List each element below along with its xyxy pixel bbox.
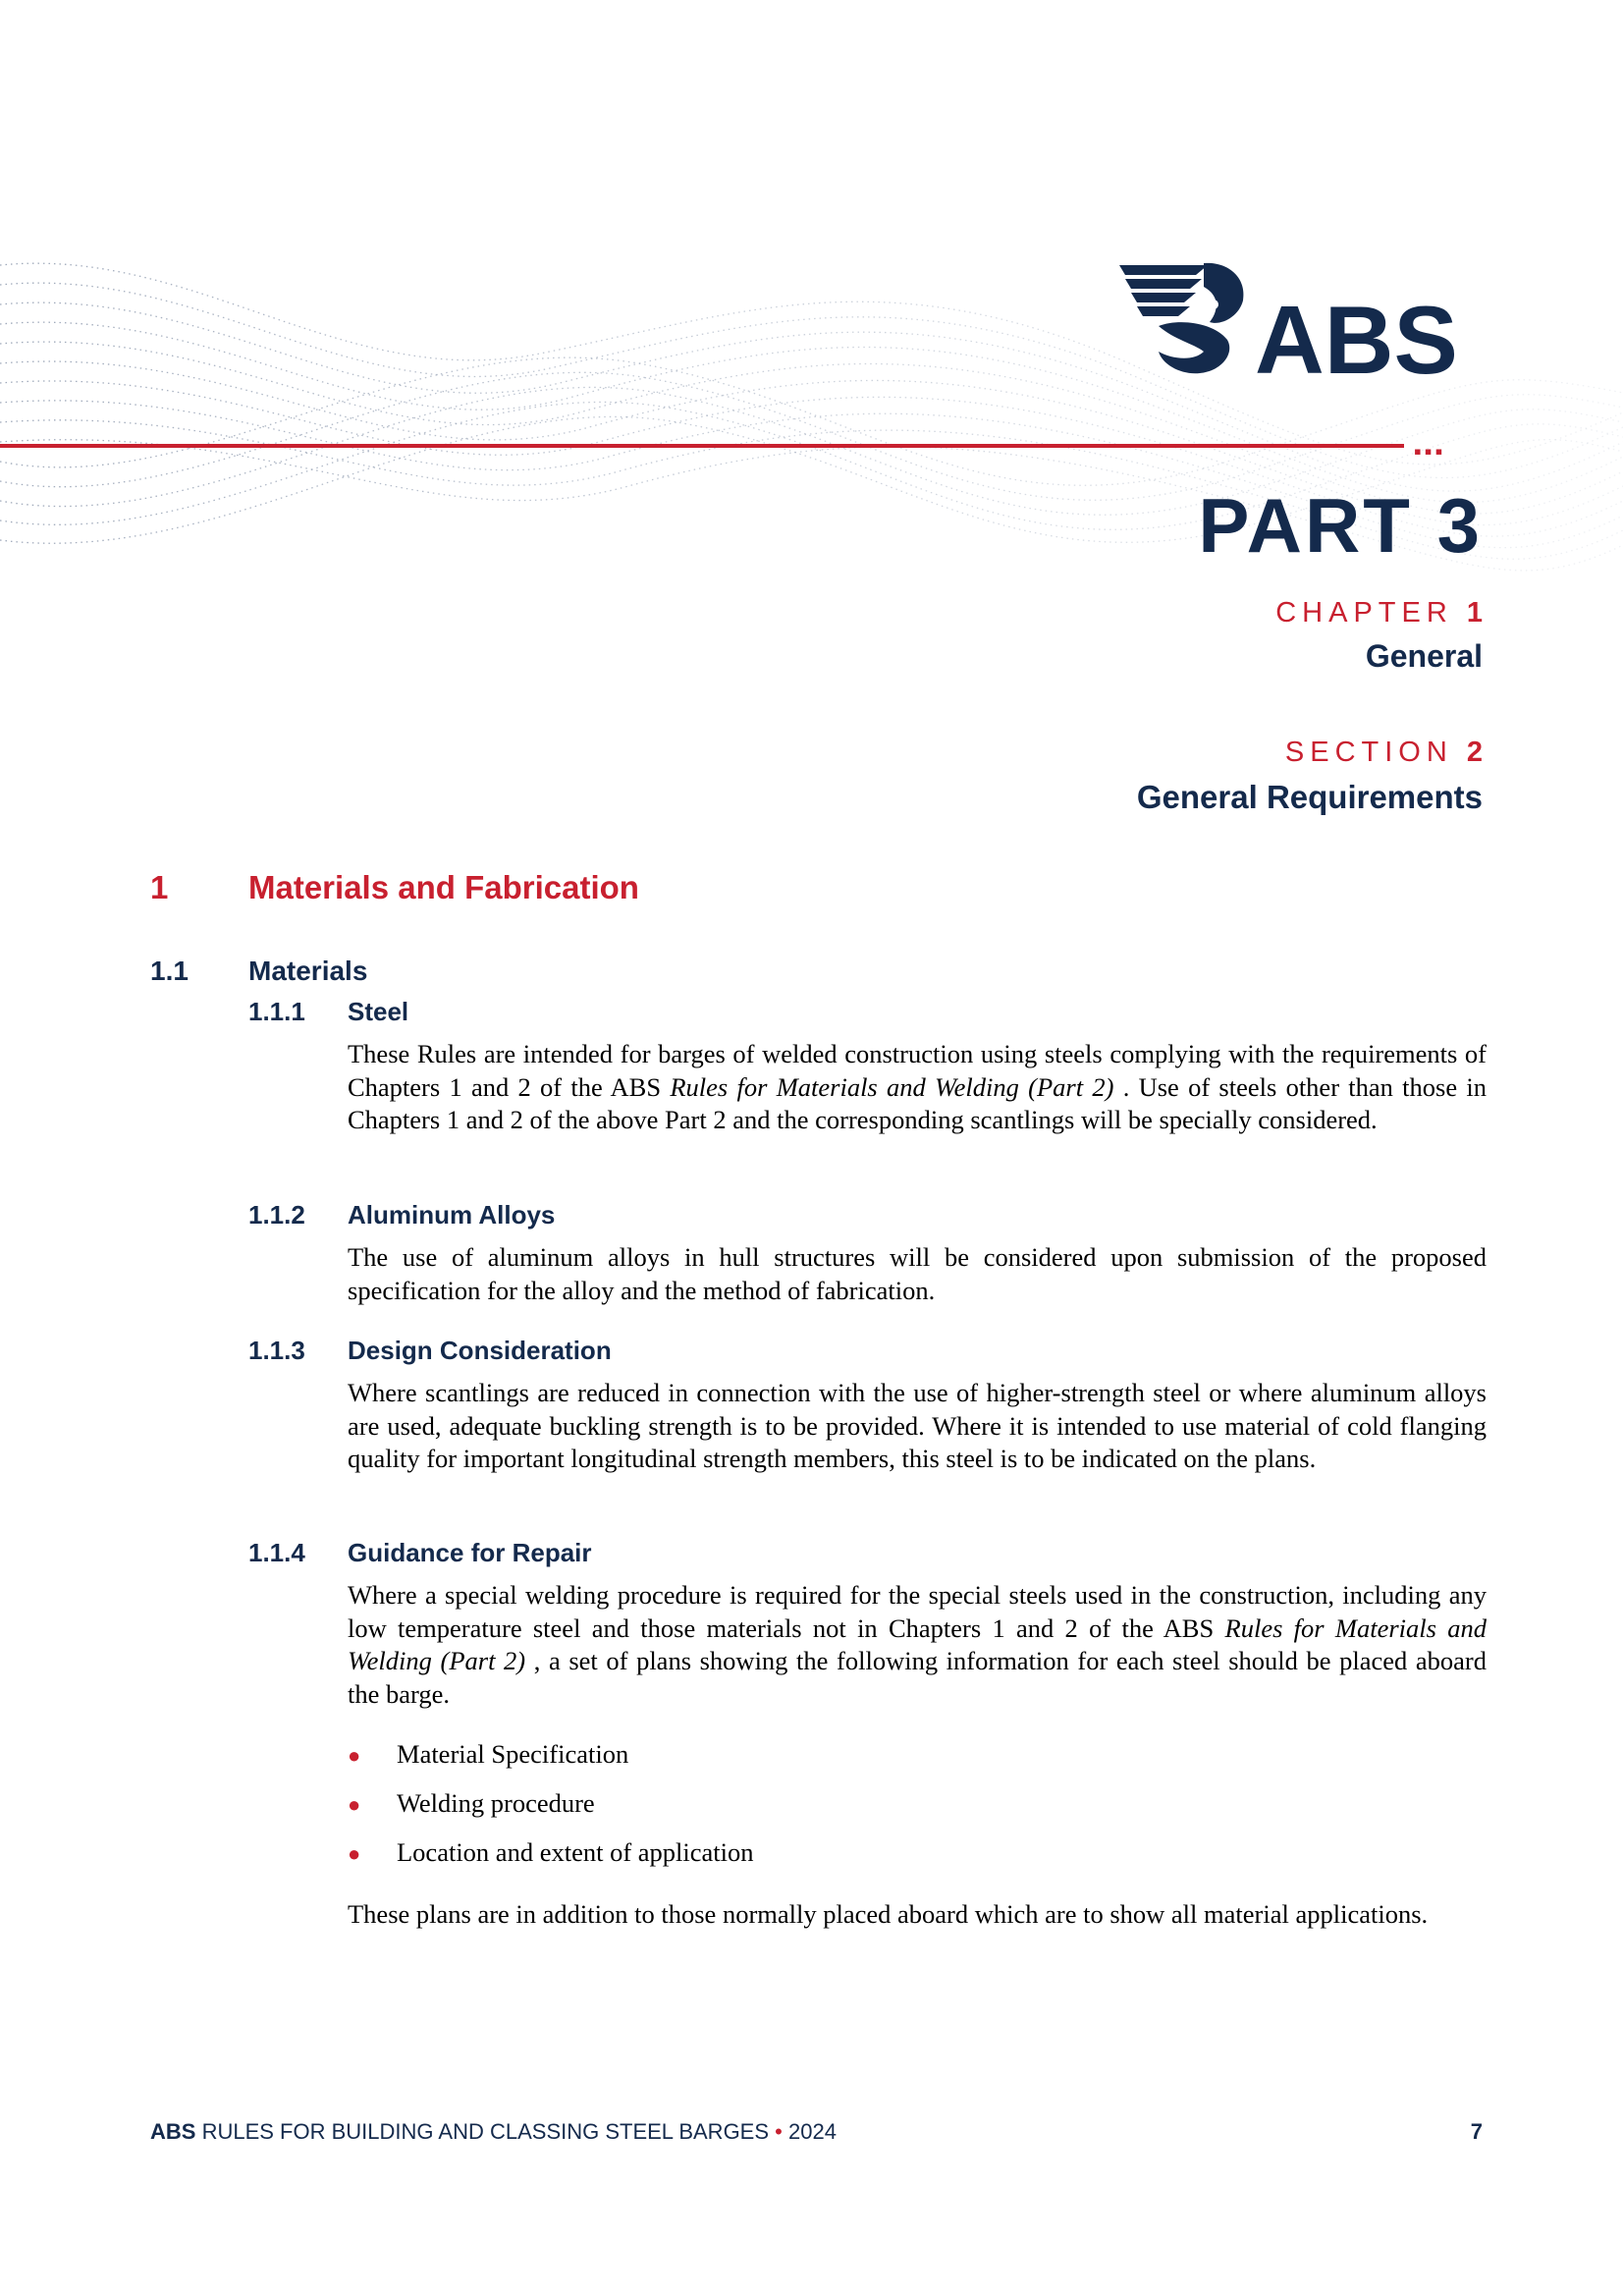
heading-1-1-3-number: 1.1.3 xyxy=(248,1336,305,1365)
paragraph-steel-text: These Rules are intended for barges of welded construction using steels complying with the requirements of Chapters 1 and 2 of the ABS xyxy=(348,1039,1487,1102)
heading-1-1-title: Materials xyxy=(248,956,368,986)
list-item-text: Location and extent of application xyxy=(397,1837,754,1867)
abs-logo xyxy=(1119,257,1483,395)
part-title: PART 3 xyxy=(1198,482,1483,569)
svg-text:ABS: ABS xyxy=(1255,286,1458,394)
list-item-text: Welding procedure xyxy=(397,1788,595,1818)
section-title: General Requirements xyxy=(1136,779,1483,815)
chapter-label xyxy=(1275,597,1483,629)
page-number: 7 xyxy=(1470,2119,1483,2144)
list-item xyxy=(348,1787,595,1821)
heading-1-1-1-number: 1.1.1 xyxy=(248,997,305,1026)
heading-1-1-2-title: Aluminum Alloys xyxy=(348,1200,556,1230)
chapter-number: 1 xyxy=(1466,597,1483,629)
paragraph-design: Where scantlings are reduced in connection with the use of higher-strength steel or where aluminum alloys are used, adequate buckling strength is to be provided. Where it is intended to use material of cold flanging quality for important longitudinal strength members, this steel is to be indicated on the plans. xyxy=(348,1378,1487,1473)
list-item-text: Material Specification xyxy=(397,1739,629,1769)
heading-1-1-3-title: Design Consideration xyxy=(348,1336,612,1365)
paragraph-repair xyxy=(348,1579,1487,1711)
footer-document-title: RULES FOR BUILDING AND CLASSING STEEL BARGES xyxy=(201,2119,770,2144)
footer-brand: ABS xyxy=(150,2119,196,2144)
heading-1-1-4-number: 1.1.4 xyxy=(248,1538,305,1567)
section-number: 2 xyxy=(1466,737,1483,768)
footer-separator: • xyxy=(775,2119,783,2144)
paragraph-steel xyxy=(348,1038,1487,1137)
chapter-label-text: CHAPTER xyxy=(1275,597,1453,629)
paragraph-closing: These plans are in addition to those normally placed aboard which are to show all material applications. xyxy=(348,1899,1429,1929)
bullet-icon: ● xyxy=(348,1792,361,1817)
paragraph-repair-reference: Rules for Materials and Welding (Part 2) xyxy=(348,1613,1487,1675)
header-rule xyxy=(0,444,1404,448)
list-item xyxy=(348,1836,754,1870)
heading-1-title: Materials and Fabrication xyxy=(248,869,639,905)
heading-1-1-2-number: 1.1.2 xyxy=(248,1200,305,1230)
list-item xyxy=(348,1738,628,1772)
paragraph-aluminum: The use of aluminum alloys in hull structures will be considered upon submission of the proposed specification for the alloy and the method of fabrication. xyxy=(348,1242,1487,1305)
chapter-title: General xyxy=(1365,638,1483,674)
heading-1-1-number: 1.1 xyxy=(150,956,189,986)
paragraph-steel-reference: Rules for Materials and Welding (Part 2) xyxy=(670,1071,1114,1102)
heading-1-1-4-title: Guidance for Repair xyxy=(348,1538,592,1567)
footer-title xyxy=(150,2119,837,2145)
heading-1-number: 1 xyxy=(150,869,169,905)
bullet-icon: ● xyxy=(348,1743,361,1768)
section-label xyxy=(1285,737,1483,769)
footer-year: 2024 xyxy=(787,2119,837,2144)
paragraph-repair-text-end: , a set of plans showing the following information for each steel should be placed aboard the barge. xyxy=(348,1646,1487,1709)
bullet-icon: ● xyxy=(348,1841,361,1866)
heading-1-1-1-title: Steel xyxy=(348,997,409,1026)
paragraph-repair-text: Where a special welding procedure is required for the special steels used in the construction, including any low temperature steel and those materials not in Chapters 1 and 2 of the ABS xyxy=(348,1580,1487,1643)
paragraph-steel-text-end: . Use of steels other than those in Chapters 1 and 2 of the above Part 2 and the corresponding scantlings will be specially considered. xyxy=(348,1071,1487,1134)
section-label-text: SECTION xyxy=(1284,737,1453,768)
header-rule-dots: ▪▪▪ xyxy=(1414,439,1446,464)
